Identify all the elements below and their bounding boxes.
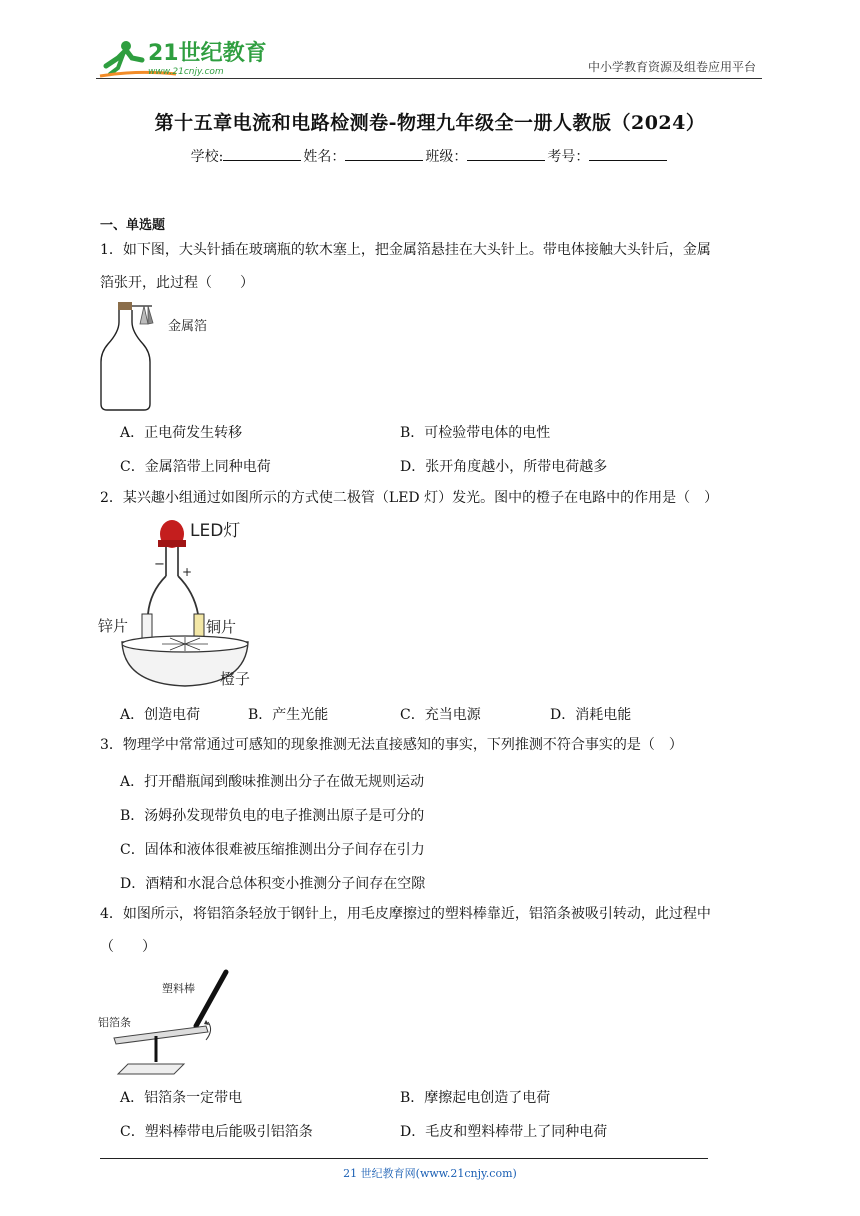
q3-option-d[interactable]: D．酒精和水混合总体积变小推测分子间存在空隙 [120, 876, 426, 892]
led-base [158, 540, 186, 547]
plus-sign: + [182, 565, 193, 579]
page-title: 第十五章电流和电路检测卷-物理九年级全一册人教版（2024） [154, 112, 706, 134]
class-label: 班级： [425, 149, 468, 165]
question-4-line2: （ ） [100, 939, 156, 955]
bottle-outline [101, 310, 150, 410]
q4-option-a[interactable]: A．铝箔条一定带电 [120, 1090, 243, 1106]
q2-option-a[interactable]: A．创造电荷 [120, 707, 201, 723]
name-label: 姓名： [303, 149, 346, 165]
bottle-electroscope-figure [98, 300, 228, 414]
school-label: 学校: [190, 149, 224, 165]
number-label: 考号： [547, 149, 590, 165]
question-1-line2: 箔张开，此过程（ ） [100, 275, 254, 291]
wire-negative [148, 576, 166, 614]
q1-option-a[interactable]: A．正电荷发生转移 [120, 425, 243, 441]
cork [118, 302, 132, 310]
foil-label: 金属箔 [168, 319, 208, 334]
q2-option-b[interactable]: B．产生光能 [248, 707, 329, 723]
led-label: LED灯 [190, 521, 241, 541]
foil-strip-label: 铝箔条 [98, 1016, 131, 1029]
logo-text: 21世纪教育 [148, 41, 266, 66]
question-2-stem: 2．某兴趣小组通过如图所示的方式使二极管（LED 灯）发光。图中的橙子在电路中的作用是（ ） [100, 490, 719, 506]
minus-sign: − [154, 557, 165, 572]
runner-logo-icon [96, 36, 266, 80]
site-logo [96, 36, 266, 80]
header-divider [96, 78, 762, 79]
foil-strip-figure [96, 964, 246, 1082]
section-heading: 一、单选题 [100, 218, 166, 233]
question-4-stem [100, 898, 780, 964]
number-blank[interactable] [589, 148, 667, 161]
q1-option-d[interactable]: D．张开角度越小，所带电荷越多 [400, 459, 608, 475]
name-blank[interactable] [345, 148, 423, 161]
foil-left [140, 306, 148, 324]
question-1-stem [100, 234, 770, 300]
school-blank[interactable] [223, 148, 301, 161]
logo-url: www.21cnjy.com [148, 67, 224, 77]
footer-divider [100, 1158, 708, 1159]
class-blank[interactable] [467, 148, 545, 161]
q1-option-b[interactable]: B．可检验带电体的电性 [400, 425, 551, 441]
site-tagline: 中小学教育资源及组卷应用平台 [587, 60, 756, 74]
orange-label: 橙子 [220, 670, 251, 688]
q4-option-d[interactable]: D．毛皮和塑料棒带上了同种电荷 [400, 1124, 608, 1140]
q4-option-b[interactable]: B．摩擦起电创造了电荷 [400, 1090, 551, 1106]
foil-right [148, 306, 153, 324]
q2-option-d[interactable]: D．消耗电能 [550, 707, 632, 723]
q1-option-c[interactable]: C．金属箔带上同种电荷 [120, 459, 271, 475]
wire-positive [178, 576, 198, 614]
q3-option-c[interactable]: C．固体和液体很难被压缩推测出分子间存在引力 [120, 842, 425, 858]
plastic-rod [196, 972, 226, 1026]
q3-option-b[interactable]: B．汤姆孙发现带负电的电子推测出原子是可分的 [120, 808, 425, 824]
q3-option-a[interactable]: A．打开醋瓶闻到酸味推测出分子在做无规则运动 [120, 774, 425, 790]
question-4-line1: 4．如图所示，将铝箔条轻放于钢针上，用毛皮摩擦过的塑料棒靠近，铝箔条被吸引转动，此过程中 [100, 906, 711, 922]
student-info-line [0, 146, 860, 166]
base-block [118, 1064, 184, 1074]
footer-link[interactable]: 21 世纪教育网(www.21cnjy.com) [343, 1167, 517, 1180]
question-1-line1: 1．如下图，大头针插在玻璃瓶的软木塞上，把金属箔悬挂在大头针上。带电体接触大头针后，金属 [100, 242, 711, 258]
rod-label: 塑料棒 [162, 982, 195, 995]
q4-option-c[interactable]: C．塑料棒带电后能吸引铝箔条 [120, 1124, 313, 1140]
question-3-stem: 3．物理学中常常通过可感知的现象推测无法直接感知的事实，下列推测不符合事实的是（ ） [100, 737, 683, 753]
q2-option-c[interactable]: C．充当电源 [400, 707, 481, 723]
zinc-label: 锌片 [98, 617, 129, 635]
orange-battery-figure [98, 514, 278, 694]
copper-label: 铜片 [206, 618, 237, 636]
